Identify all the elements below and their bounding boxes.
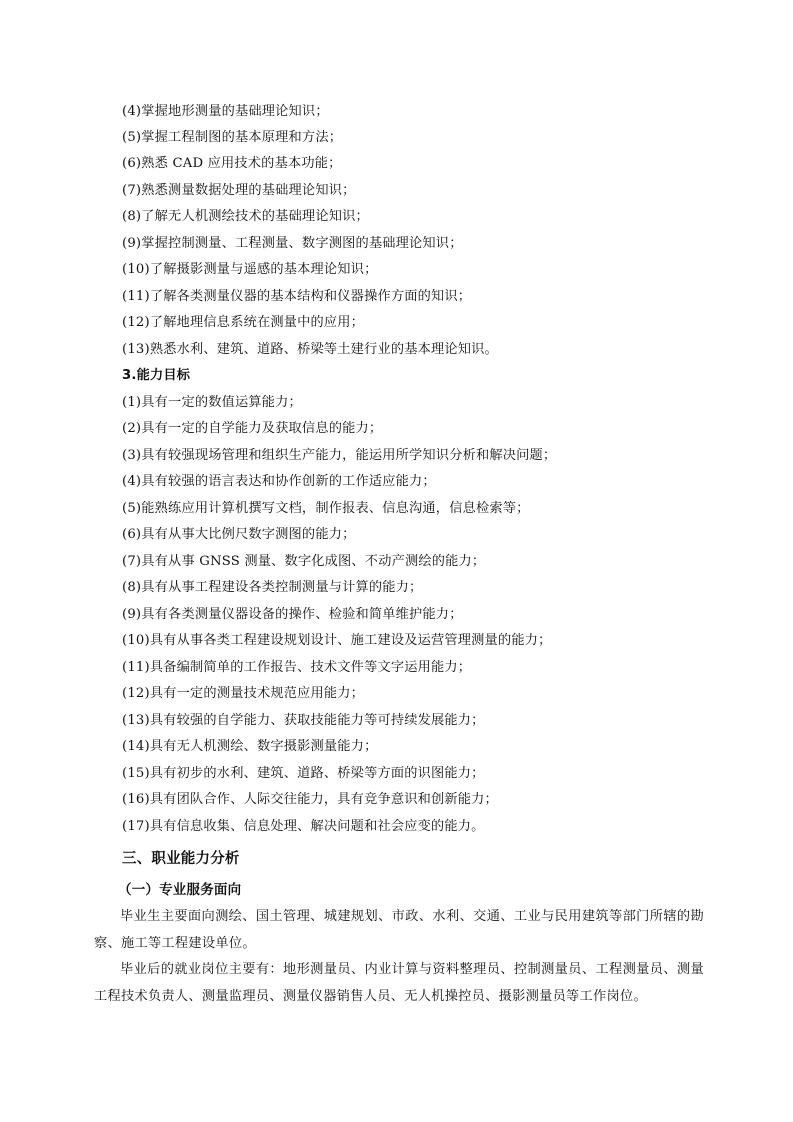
ability-item: (17)具有信息收集、信息处理、解决问题和社会应变的能力。 <box>122 819 485 834</box>
section-heading: 三、职业能力分析 <box>122 851 240 867</box>
ability-item: (1)具有一定的数值运算能力； <box>122 395 302 410</box>
knowledge-item: (8)了解无人机测绘技术的基础理论知识； <box>122 209 369 224</box>
ability-item: (11)具备编制简单的工作报告、技术文件等文字运用能力； <box>122 660 472 675</box>
ability-item: (8)具有从事工程建设各类控制测量与计算的能力； <box>122 580 423 595</box>
ability-item: (9)具有各类测量仪器设备的操作、检验和简单维护能力； <box>122 607 463 622</box>
subsection-heading: （一）专业服务面向 <box>118 882 242 898</box>
ability-item: (7)具有从事 GNSS 测量、数字化成图、不动产测绘的能力； <box>122 554 486 569</box>
ability-item: (12)具有一定的测量技术规范应用能力； <box>122 686 365 701</box>
ability-item: (4)具有较强的语言表达和协作创新的工作适应能力； <box>122 474 436 489</box>
paragraph-service-areas: 毕业生主要面向测绘、国土管理、城建规划、市政、水利、交通、工业与民用建筑等部门所辖的勘察、施工等工程建设单位。 <box>94 909 704 951</box>
ability-item: (3)具有较强现场管理和组织生产能力，能运用所学知识分析和解决问题； <box>122 448 557 463</box>
ability-item: (10)具有从事各类工程建设规划设计、施工建设及运营管理测量的能力； <box>122 633 552 648</box>
knowledge-item: (4)掌握地形测量的基础理论知识； <box>122 104 329 119</box>
knowledge-item: (6)熟悉 CAD 应用技术的基本功能； <box>122 156 342 171</box>
knowledge-item: (7)熟悉测量数据处理的基础理论知识； <box>122 183 356 198</box>
knowledge-item: (10)了解摄影测量与遥感的基本理论知识； <box>122 262 378 277</box>
ability-item: (13)具有较强的自学能力、获取技能能力等可持续发展能力； <box>122 713 485 728</box>
knowledge-item: (5)掌握工程制图的基本原理和方法； <box>122 130 343 145</box>
ability-item: (6)具有从事大比例尺数字测图的能力； <box>122 527 356 542</box>
knowledge-item: (12)了解地理信息系统在测量中的应用； <box>122 315 365 330</box>
ability-item: (5)能熟练应用计算机撰写文档，制作报表、信息沟通，信息检索等； <box>122 501 530 516</box>
knowledge-item: (9)掌握控制测量、工程测量、数字测图的基础理论知识； <box>122 236 463 251</box>
ability-item: (15)具有初步的水利、建筑、道路、桥梁等方面的识图能力； <box>122 766 485 781</box>
knowledge-item: (13)熟悉水利、建筑、道路、桥梁等土建行业的基本理论知识。 <box>122 342 498 357</box>
ability-item: (16)具有团队合作、人际交往能力，具有竞争意识和创新能力； <box>122 792 498 807</box>
knowledge-item: (11)了解各类测量仪器的基本结构和仪器操作方面的知识； <box>122 289 472 304</box>
paragraph-job-positions: 毕业后的就业岗位主要有：地形测量员、内业计算与资料整理员、控制测量员、工程测量员、测量工程技术负责人、测量监理员、测量仪器销售人员、无人机操控员、摄影测量员等工作岗位。 <box>94 962 704 1004</box>
ability-item: (14)具有无人机测绘、数字摄影测量能力； <box>122 739 378 754</box>
ability-heading: 3.能力目标 <box>122 368 191 383</box>
ability-item: (2)具有一定的自学能力及获取信息的能力； <box>122 421 383 436</box>
